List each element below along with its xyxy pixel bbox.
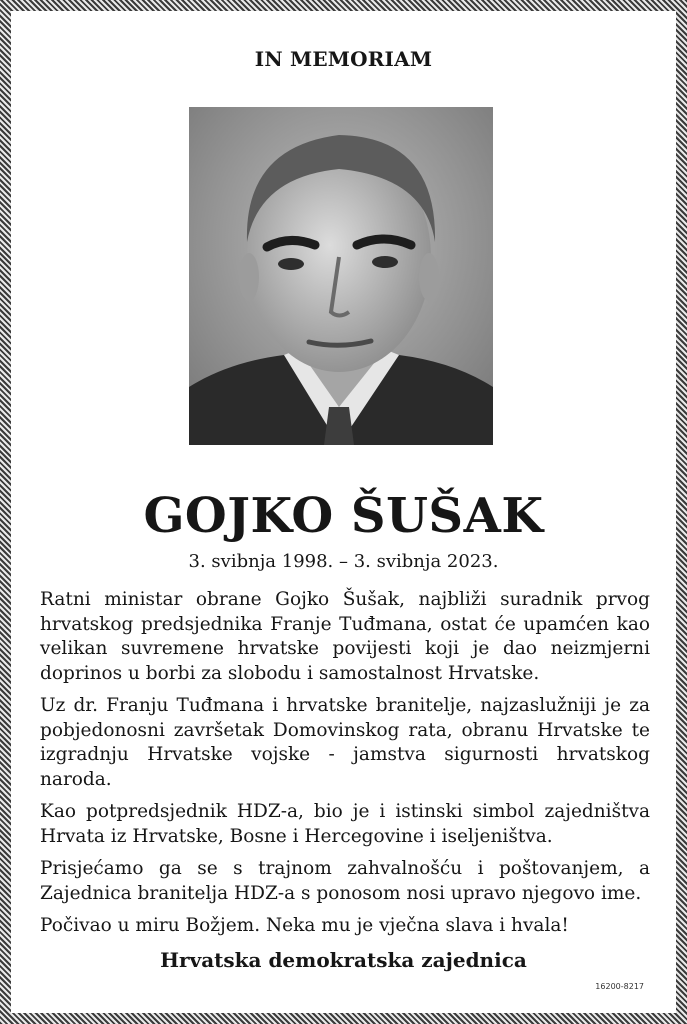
deceased-name: GOJKO ŠUŠAK: [143, 488, 544, 544]
portrait-illustration: [189, 107, 493, 445]
paragraph: Počivao u miru Božjem. Neka mu je vječna slava i hvala!: [40, 915, 569, 936]
ad-code: 16200-8217: [595, 982, 644, 991]
paragraph: Prisjećamo ga se s trajnom zahvalnošću i poštovanjem, a Zajednica branitelja HDZ-a s ponosom nosi upravo njegovo ime.: [40, 858, 650, 904]
memorial-notice: [11, 11, 676, 1013]
paragraph: Uz dr. Franju Tuđmana i hrvatske branitelje, najzaslužniji je za pobjedonosni završetak Domovinskog rata, obranu Hrvatske te izgradnju Hrvatske vojske - jamstva sigurnosti hrvatskog naroda.: [40, 695, 650, 790]
life-dates: 3. svibnja 1998. – 3. svibnja 2023.: [188, 551, 499, 572]
paragraph: Kao potpredsjednik HDZ-a, bio je i istinski simbol zajedništva Hrvata iz Hrvatske, Bosne i Hercegovine i iseljeništva.: [40, 801, 650, 847]
notice-heading: IN MEMORIAM: [254, 47, 433, 71]
notice-body: [40, 588, 650, 947]
paragraph: Ratni ministar obrane Gojko Šušak, najbliži suradnik prvog hrvatskog predsjednika Franje Tuđmana, ostat će upamćen kao velikan suvremene hrvatske povijesti koji je dao neizmjerni doprinos u borbi za slobodu i samostalnost Hrvatske.: [40, 589, 650, 684]
signature: Hrvatska demokratska zajednica: [160, 948, 527, 972]
portrait-photo: [189, 107, 493, 445]
